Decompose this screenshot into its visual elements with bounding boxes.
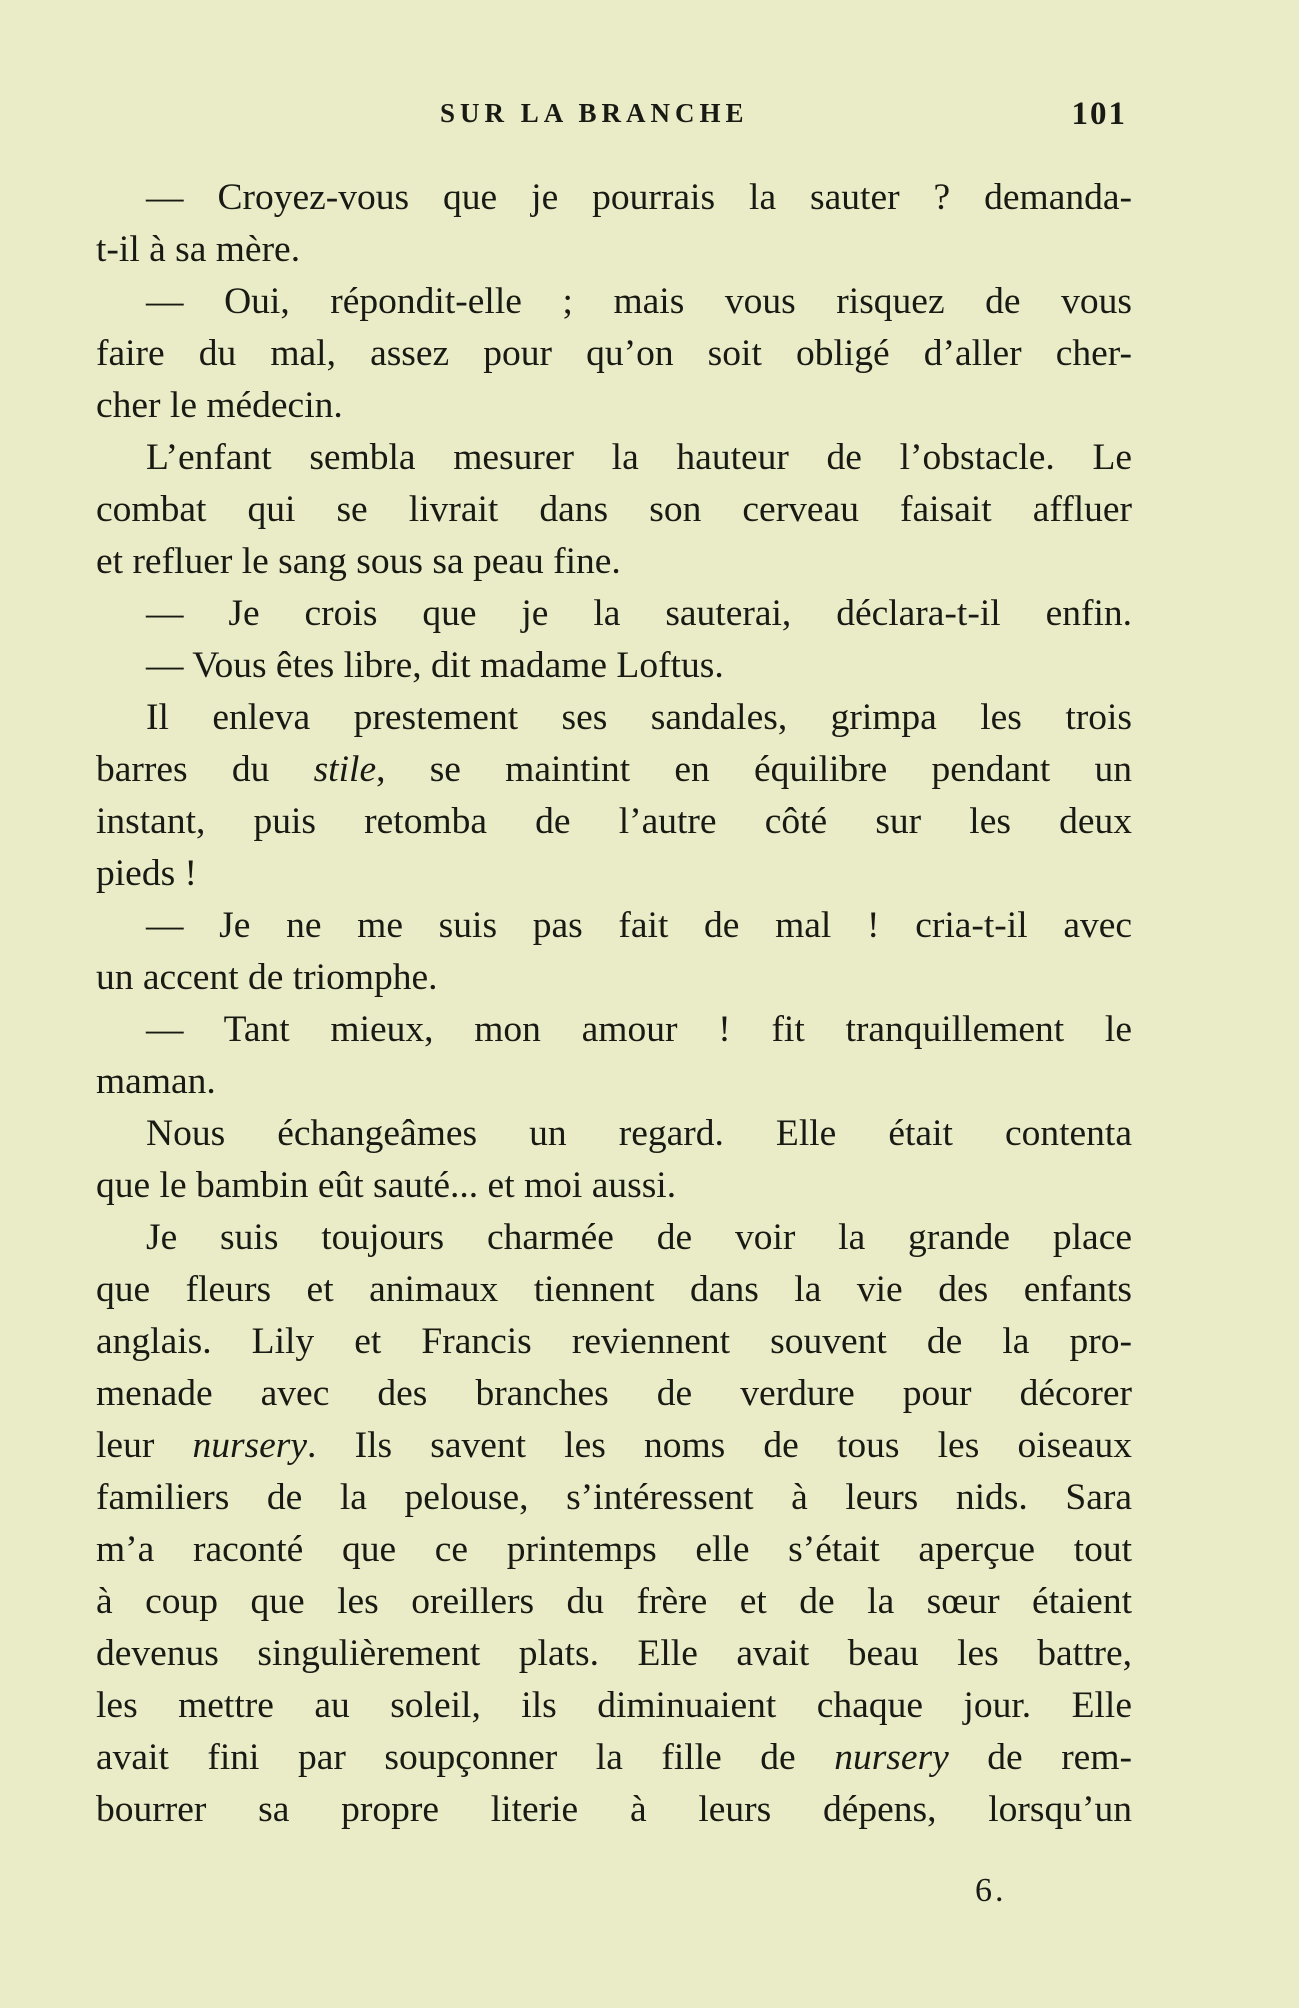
text-line (96, 1420, 1132, 1472)
text-line: pieds ! (96, 853, 198, 894)
text-line: à coup que les oreillers du frère et de la sœur étaient (96, 1581, 1132, 1622)
text-line: — Tant mieux, mon amour ! fit tranquillement le (146, 1009, 1132, 1050)
italic-word: stile (313, 749, 377, 790)
text-fragment: . Ils savent les noms de tous les oiseaux (307, 1425, 1132, 1466)
running-title: SUR LA BRANCHE (440, 98, 749, 128)
body-text (96, 172, 1132, 1836)
text-line: — Vous êtes libre, dit madame Loftus. (146, 645, 724, 686)
text-line: un accent de triomphe. (96, 957, 438, 998)
text-line: t-il à sa mère. (96, 229, 301, 270)
text-line: Nous échangeâmes un regard. Elle était contenta (146, 1113, 1132, 1154)
text-fragment: leur (96, 1425, 193, 1466)
running-head (0, 98, 1299, 138)
text-line: et refluer le sang sous sa peau fine. (96, 541, 621, 582)
text-fragment: barres du (96, 749, 314, 790)
text-line: Il enleva prestement ses sandales, grimpa les trois (146, 697, 1132, 738)
text-line: Je suis toujours charmée de voir la grande place (146, 1217, 1132, 1258)
text-fragment: avait fini par soupçonner la fille de (96, 1737, 835, 1778)
text-line: faire du mal, assez pour qu’on soit obligé d’aller cher- (96, 333, 1132, 374)
italic-word: nursery (192, 1425, 308, 1466)
text-line: — Croyez-vous que je pourrais la sauter ? demanda- (146, 177, 1132, 218)
text-line: maman. (96, 1061, 216, 1102)
signature-mark: 6. (975, 1872, 1007, 1909)
text-line: L’enfant sembla mesurer la hauteur de l’obstacle. Le (146, 437, 1132, 478)
text-line: familiers de la pelouse, s’intéressent à leurs nids. Sara (96, 1477, 1132, 1518)
text-fragment: de rem- (948, 1737, 1132, 1778)
text-line: devenus singulièrement plats. Elle avait beau les battre, (96, 1633, 1132, 1674)
text-line: menade avec des branches de verdure pour décorer (96, 1373, 1132, 1414)
text-fragment: , se maintint en équilibre pendant un (376, 749, 1132, 790)
text-line: — Je crois que je la sauterai, déclara-t-il enfin. (146, 593, 1132, 634)
text-line: anglais. Lily et Francis reviennent souvent de la pro- (96, 1321, 1132, 1362)
page-number: 101 (1071, 96, 1127, 132)
text-line (96, 744, 1132, 796)
text-line: combat qui se livrait dans son cerveau faisait affluer (96, 489, 1132, 530)
text-line: cher le médecin. (96, 385, 343, 426)
text-line: m’a raconté que ce printemps elle s’était aperçue tout (96, 1529, 1132, 1570)
italic-word: nursery (834, 1737, 949, 1778)
text-line (96, 1732, 1132, 1784)
text-line: — Je ne me suis pas fait de mal ! cria-t-il avec (146, 905, 1132, 946)
text-line: instant, puis retomba de l’autre côté sur les deux (96, 801, 1132, 842)
text-line: — Oui, répondit-elle ; mais vous risquez de vous (146, 281, 1132, 322)
text-line: que fleurs et animaux tiennent dans la vie des enfants (96, 1269, 1132, 1310)
text-line: bourrer sa propre literie à leurs dépens, lorsqu’un (96, 1789, 1132, 1830)
text-line: les mettre au soleil, ils diminuaient chaque jour. Elle (96, 1685, 1132, 1726)
text-line: que le bambin eût sauté... et moi aussi. (96, 1165, 677, 1206)
